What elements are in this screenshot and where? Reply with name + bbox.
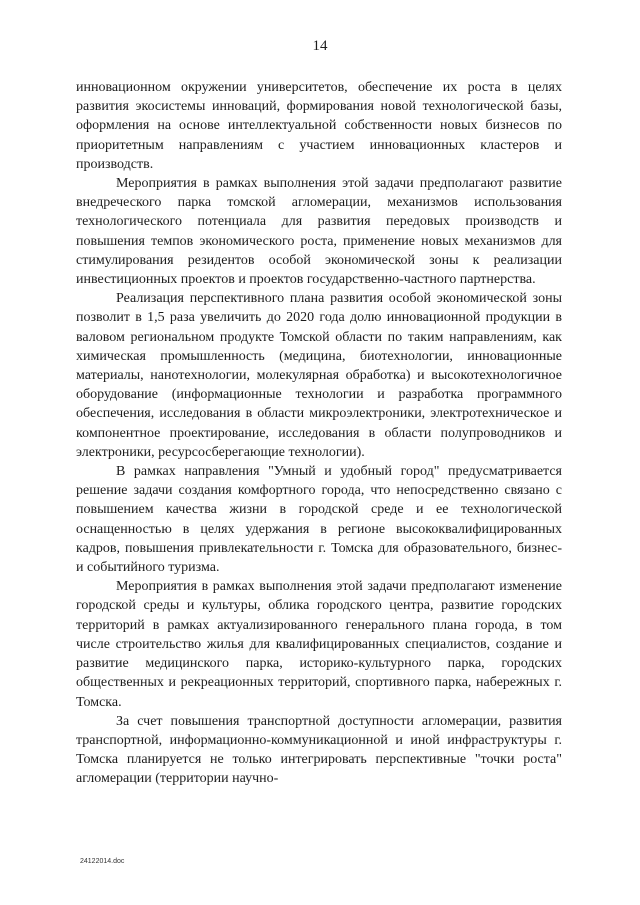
page-number: 14 <box>312 38 328 54</box>
paragraph-5: Мероприятия в рамках выполнения этой задачи предполагают изменение городской среды и культуры, облика городского центра, развитие городских территорий в рамках актуализированного генерального плана города, в том числе строительство жилья для квалифицированных специалистов, создание и развитие медицинского парка, историко-культурного парка, городских общественных и рекреационных территорий, спортивного парка, набережных г. Томска. <box>76 579 562 710</box>
paragraph-6: За счет повышения транспортной доступности агломерации, развития транспортной, информационно-коммуникационной и иной инфраструктуры г. Томска планируется не только интегрировать перспективные "точки роста" агломерации (территории научно- <box>76 713 562 787</box>
document-body <box>76 78 562 789</box>
footer-filename: 24122014.doc <box>80 858 125 865</box>
paragraph-2: Мероприятия в рамках выполнения этой задачи предполагают развитие внедреческого парка томской агломерации, механизмов использования технологического потенциала для развития передовых производств и повышения темпов экономического роста, применение новых механизмов для стимулирования резидентов особой экономической зоны к реализации инвестиционных проектов и проектов государственно-частного партнерства. <box>76 176 562 288</box>
paragraph-4: В рамках направления "Умный и удобный город" предусматривается решение задачи создания комфортного города, что непосредственно связано с повышением качества жизни в городской среде и ее технологической оснащенностью в целях удержания в регионе высококвалифицированных кадров, повышения привлекательности г. Томска для образовательного, бизнес- и событийного туризма. <box>76 464 562 576</box>
paragraph-3: Реализация перспективного плана развития особой экономической зоны позволит в 1,5 раза увеличить до 2020 года долю инновационной продукции в валовом региональном продукте Томской области по таким направлениям, как химическая промышленность (медицина, биотехнологии, инновационные материалы, нанотехнологии, молекулярная обработка) и высокотехнологичное оборудование (информационные технологии и разработка программного обеспечения, исследования в области микроэлектроники, электротехническое и компонентное проектирование, исследования в области полупроводников и электроники, ресурсосберегающие технологии). <box>76 291 562 460</box>
paragraph-1: инновационном окружении университетов, обеспечение их роста в целях развития экосистемы инноваций, формирования новой технологической базы, оформления на основе интеллектуальной собственности новых бизнесов по приоритетным направлениям с участием инновационных кластеров и производств. <box>76 80 562 172</box>
